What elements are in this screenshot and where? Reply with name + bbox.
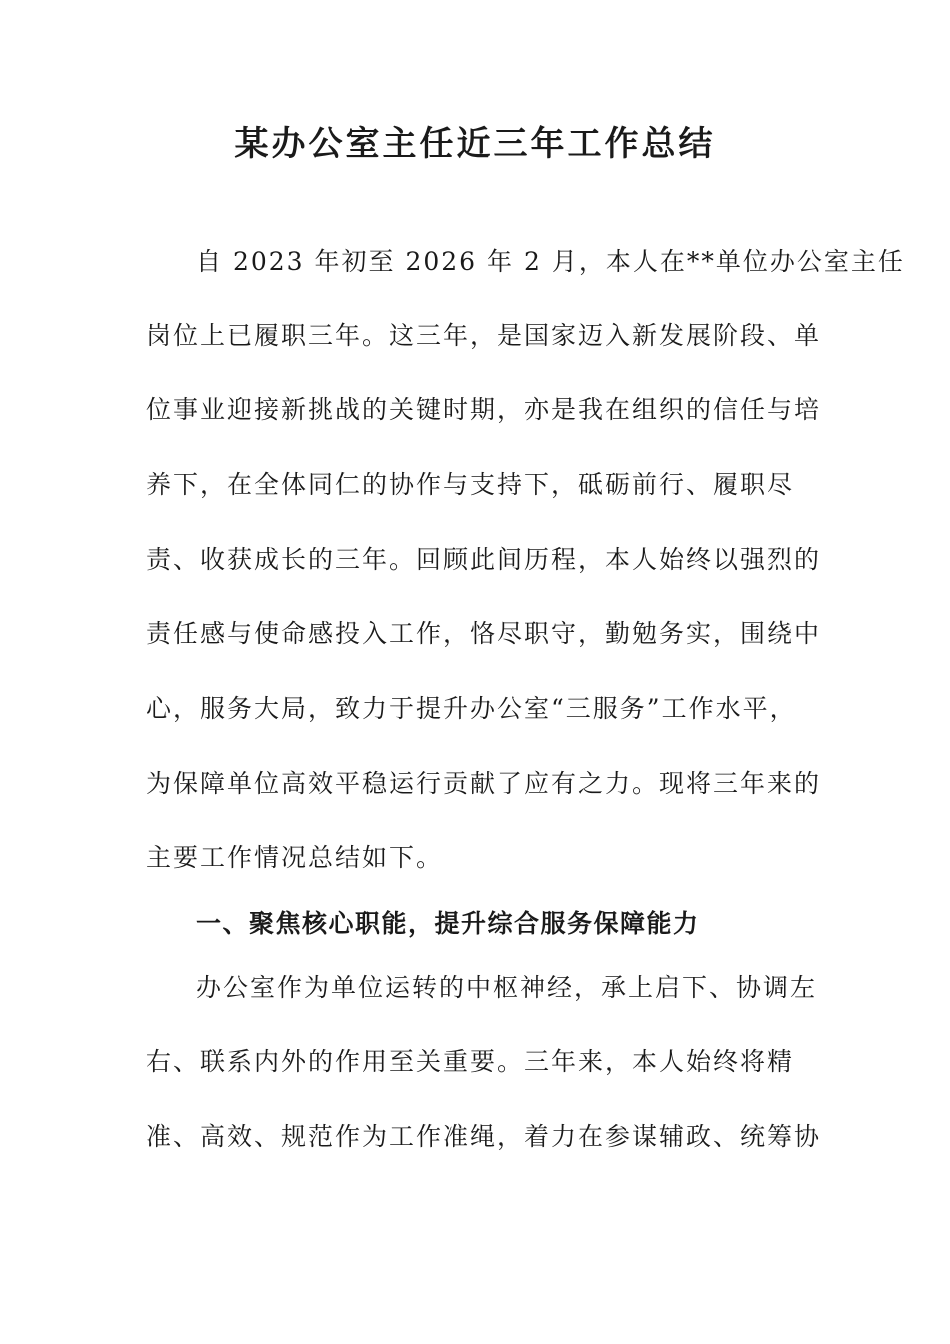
intro-line-9: 主要工作情况总结如下。 [146, 843, 444, 872]
intro-line-7: 心，服务大局，致力于提升办公室“三服务”工作水平， [146, 694, 797, 723]
intro-line-1: 自 2023 年初至 2026 年 2 月，本人在**单位办公室主任 [196, 247, 905, 276]
intro-line-4: 养下，在全体同仁的协作与支持下，砥砺前行、履职尽 [146, 470, 795, 499]
section-1-line-1: 办公室作为单位运转的中枢神经，承上启下、协调左 [196, 973, 818, 1002]
intro-line-5: 责、收获成长的三年。回顾此间历程，本人始终以强烈的 [146, 545, 822, 574]
intro-line-8: 为保障单位高效平稳运行贡献了应有之力。现将三年来的 [146, 769, 822, 798]
section-1-heading: 一、聚焦核心职能，提升综合服务保障能力 [196, 909, 700, 938]
section-1-line-2: 右、联系内外的作用至关重要。三年来，本人始终将精 [146, 1047, 795, 1076]
intro-line-3: 位事业迎接新挑战的关键时期，亦是我在组织的信任与培 [146, 395, 822, 424]
intro-line-6: 责任感与使命感投入工作，恪尽职守，勤勉务实，围绕中 [146, 619, 822, 648]
document-title: 某办公室主任近三年工作总结 [234, 124, 716, 164]
intro-line-2: 岗位上已履职三年。这三年，是国家迈入新发展阶段、单 [146, 321, 822, 350]
section-1-line-3: 准、高效、规范作为工作准绳，着力在参谋辅政、统筹协 [146, 1122, 822, 1151]
